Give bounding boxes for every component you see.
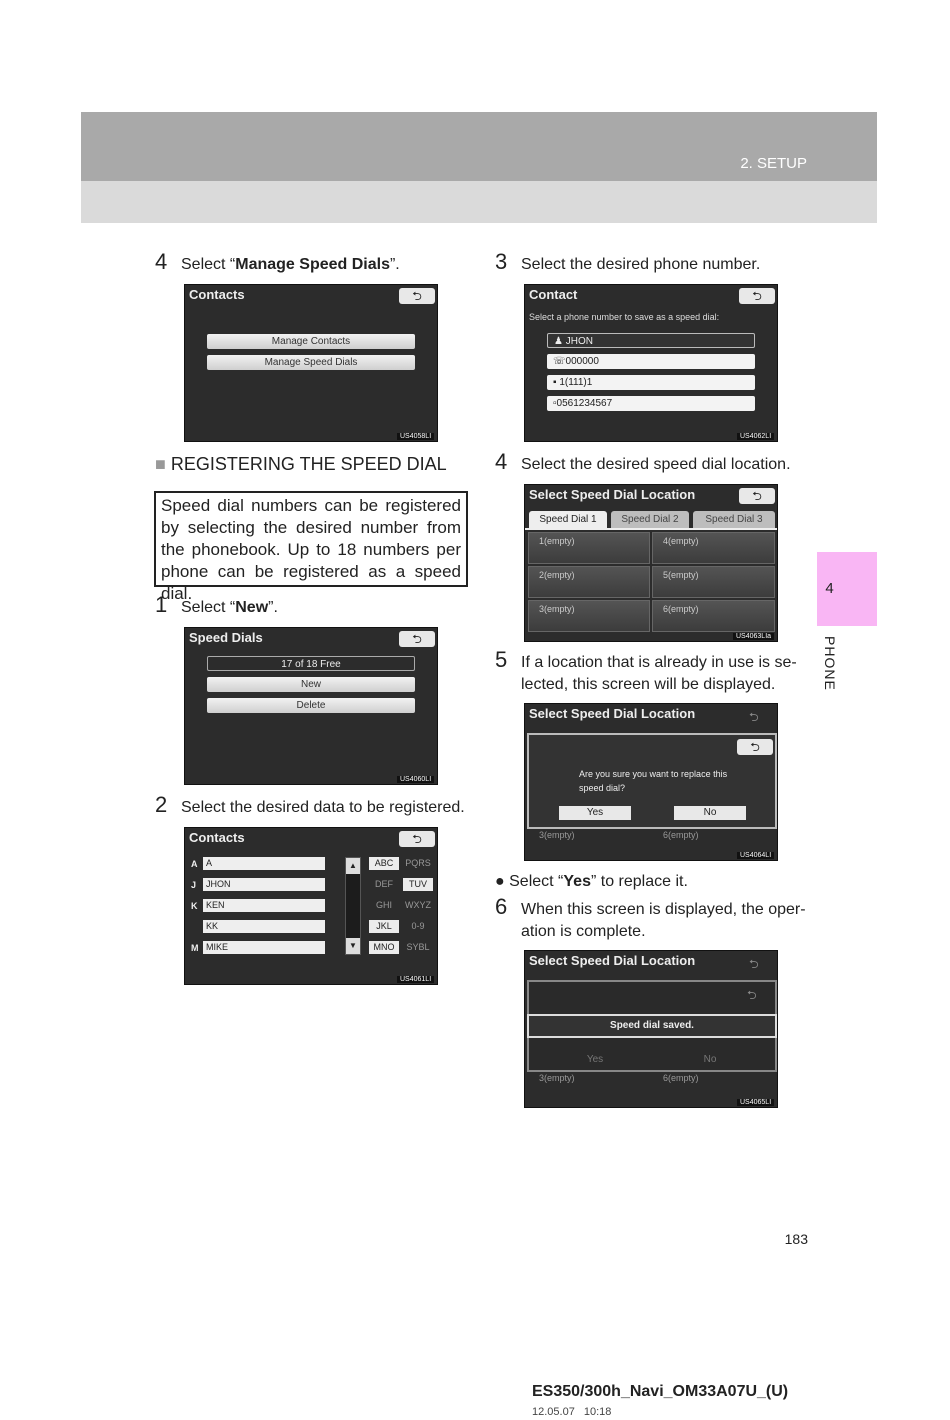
image-code: US4065LI [737,1099,774,1106]
step-number: 3 [495,249,508,274]
heading-marker: ■ [155,454,166,474]
step-text: Select “Manage Speed Dials”. [181,256,400,273]
image-code: US4060LI [397,776,434,783]
step-2 [155,792,475,821]
step-number: 1 [155,592,168,617]
screen-title: Contacts [189,830,245,845]
bullet-select-yes: ● Select “Yes” to replace it. [495,873,688,890]
yes-button-disabled: Yes [586,1054,604,1065]
back-icon[interactable]: ⮌ [399,631,435,647]
tab-speed-dial-3[interactable]: Speed Dial 3 [693,511,775,528]
location-cell[interactable]: 3(empty) [528,600,650,632]
step-4-right [495,449,815,478]
key-abc[interactable]: ABC [369,857,399,870]
step-number: 6 [495,894,508,919]
section-title: 2. SETUP [740,155,807,172]
work-phone-icon: ▫ [553,398,557,409]
yes-button[interactable]: Yes [559,806,631,820]
back-icon-disabled: ⮌ [749,710,759,724]
step-4-left [155,249,475,278]
dialog-back-icon-disabled: ⮌ [747,988,757,1002]
index-letter: J [191,880,197,890]
screenshot-replace-confirm [524,703,778,861]
location-cell[interactable]: 5(empty) [652,566,775,598]
manage-contacts-button[interactable]: Manage Contacts [207,334,415,349]
step-6 [495,894,815,947]
step-text: Select the desired speed dial location. [521,456,791,473]
image-code: US4064LI [737,852,774,859]
step-bold: New [235,599,269,616]
step-bold: Manage Speed Dials [235,256,390,273]
scroll-down-icon[interactable]: ▼ [346,938,360,954]
screen-title: Select Speed Dial Location [529,953,696,968]
person-icon: ♟ [554,336,566,347]
step-number: 4 [495,449,508,474]
section-heading [155,454,447,475]
phone-number-row[interactable]: ▪ 1(111)1 [547,375,755,390]
print-date: 12.05.07 [532,1406,575,1418]
screenshot-speed-dials [184,627,438,785]
home-phone-icon: ☏ [553,356,566,367]
scroll-up-icon[interactable]: ▲ [346,858,360,874]
no-button-disabled: No [703,1054,717,1065]
step-number: 2 [155,792,168,817]
screenshot-speed-dial-location [524,484,778,642]
print-time: 10:18 [583,1406,612,1418]
index-letter: A [191,859,198,869]
screen-title: Speed Dials [189,630,263,645]
dialog-question: Are you sure you want to replace this speed dial? [579,769,728,793]
step-5 [495,647,815,700]
chapter-label: PHONE [822,636,838,691]
step-text: When this screen is displayed, the oper-ation is complete. [521,901,806,940]
delete-button[interactable]: Delete [207,698,415,713]
background-cell: 6(empty) [663,1073,699,1083]
bullet-icon: ● [495,873,505,890]
contact-row[interactable]: JHON [203,878,325,891]
contact-row[interactable]: MIKE [203,941,325,954]
key-mno[interactable]: MNO [369,941,399,954]
bullet-bold: Yes [563,873,591,890]
key-def[interactable]: DEF [375,879,393,889]
info-box: Speed dial numbers can be registered by selecting the desired number from the phonebook. Up to 18 numbers per phone can be registered as a speed dial. [154,491,468,587]
screenshot-contacts-list [184,827,438,985]
back-icon-disabled: ⮌ [749,957,759,971]
image-code: US4063LIa [733,633,774,640]
back-icon[interactable]: ⮌ [399,831,435,847]
saved-message: Speed dial saved. [527,1014,777,1038]
phone-number-row[interactable]: ☏000000 [547,354,755,369]
manage-speed-dials-button[interactable]: Manage Speed Dials [207,355,415,370]
key-jkl[interactable]: JKL [369,920,399,933]
image-code: US4062LI [737,433,774,440]
mobile-phone-icon: ▪ [553,377,560,388]
location-cell[interactable]: 4(empty) [652,532,775,564]
location-cell[interactable]: 2(empty) [528,566,650,598]
step-text: Select the desired data to be registered. [181,799,465,816]
background-cell: 6(empty) [663,830,699,840]
key-tuv[interactable]: TUV [403,878,433,891]
image-code: US4061LI [397,976,434,983]
key-pqrs[interactable]: PQRS [405,858,431,868]
step-3 [495,249,815,278]
key-wxyz[interactable]: WXYZ [405,900,431,910]
screen-title: Contacts [189,287,245,302]
screen-title: Contact [529,287,578,302]
confirm-dialog [527,733,777,829]
document-id: ES350/300h_Navi_OM33A07U_(U) [532,1383,789,1400]
speed-dial-count: 17 of 18 Free [207,656,415,671]
no-button[interactable]: No [674,806,746,820]
print-timestamp [532,1406,611,1418]
back-icon[interactable]: ⮌ [739,488,775,504]
background-cell: 3(empty) [539,1073,575,1083]
screenshot-speed-dial-saved [524,950,778,1108]
index-letter: M [191,943,199,953]
tab-divider [525,528,778,530]
phone-number-row[interactable]: ▫0561234567 [547,396,755,411]
key-sybl[interactable]: SYBL [406,942,430,952]
key-0-9[interactable]: 0-9 [411,921,425,931]
screen-title: Select Speed Dial Location [529,706,696,721]
location-cell[interactable]: 1(empty) [528,532,650,564]
step-text: Select “New”. [181,599,278,616]
index-letter: K [191,901,198,911]
step-1 [155,592,475,621]
screenshot-contacts-menu [184,284,438,442]
step-number: 4 [155,249,168,274]
contact-name-row: ♟ JHON [547,333,755,348]
contact-row[interactable]: A [203,857,325,870]
background-cell: 3(empty) [539,830,575,840]
back-icon[interactable]: ⮌ [399,288,435,304]
header-subband [81,181,877,223]
tab-speed-dial-1[interactable]: Speed Dial 1 [529,511,607,528]
screenshot-contact-numbers [524,284,778,442]
back-icon[interactable]: ⮌ [739,288,775,304]
step-text: Select the desired phone number. [521,256,761,273]
location-cell[interactable]: 6(empty) [652,600,775,632]
step-text: If a location that is already in use is se-lected, this screen will be displayed. [521,654,797,693]
step-number: 5 [495,647,508,672]
page-number: 183 [784,1231,808,1247]
image-code: US4058LI [397,433,434,440]
contact-row[interactable]: KK [203,920,325,933]
instruction-text: Select a phone number to save as a speed dial: [529,312,720,322]
heading-text: REGISTERING THE SPEED DIAL [170,454,447,474]
screen-title: Select Speed Dial Location [529,487,696,502]
tab-speed-dial-2[interactable]: Speed Dial 2 [611,511,689,528]
key-ghi[interactable]: GHI [375,900,392,910]
new-button[interactable]: New [207,677,415,692]
dialog-back-icon[interactable]: ⮌ [737,739,773,755]
contact-row[interactable]: KEN [203,899,325,912]
chapter-number: 4 [825,580,834,597]
